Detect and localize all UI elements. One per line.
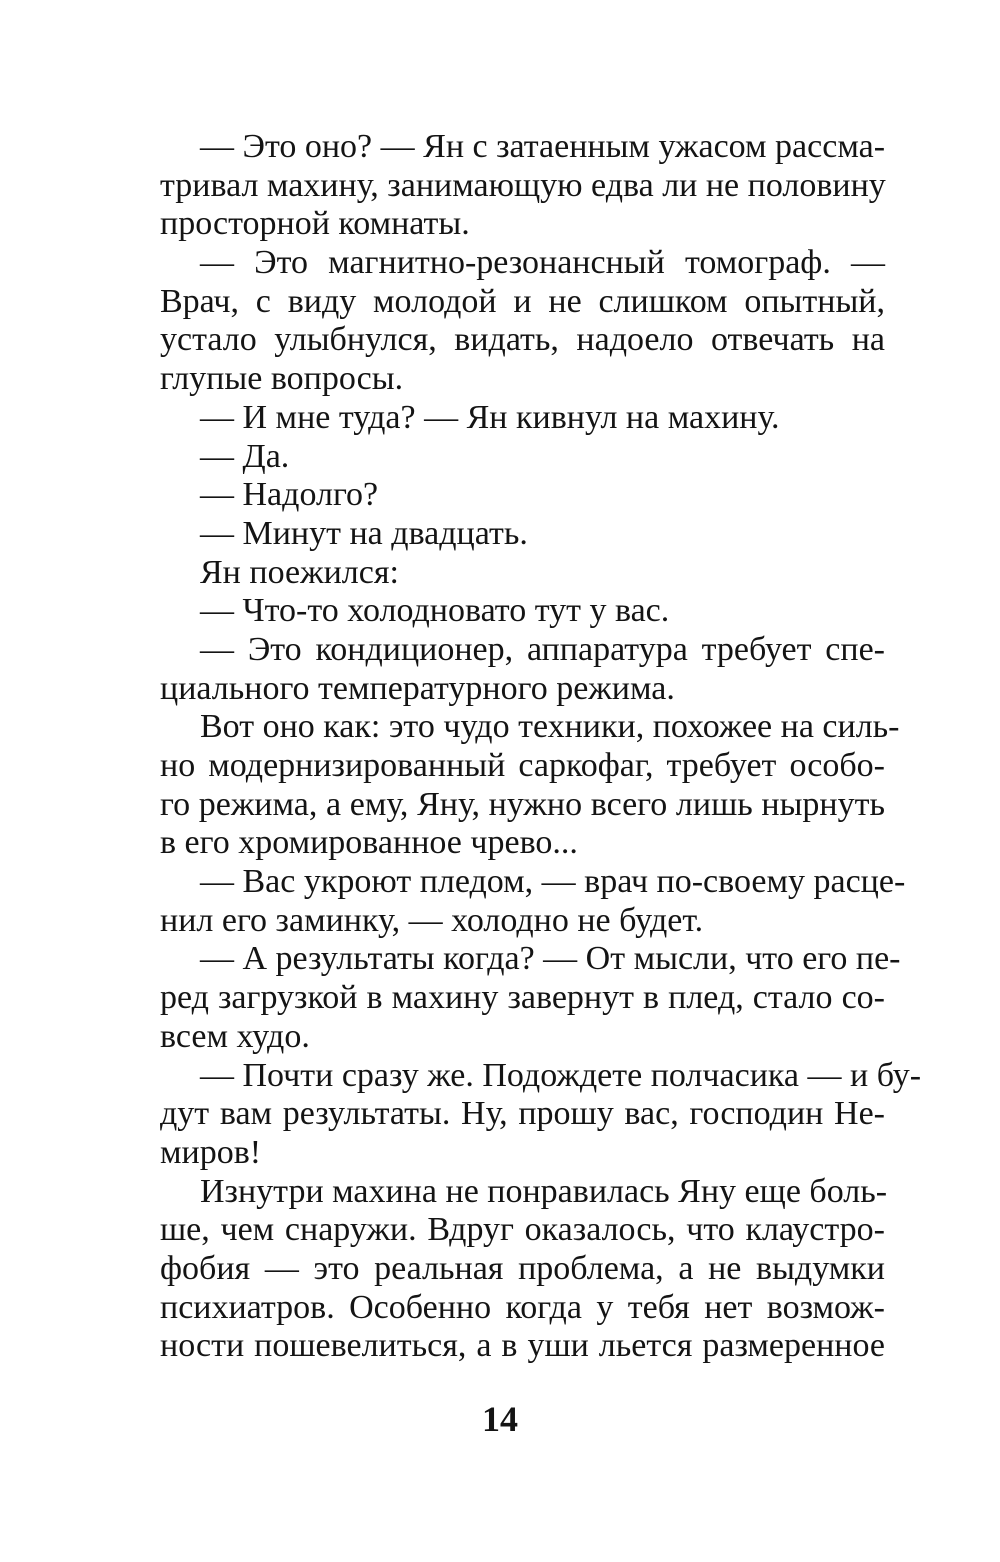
text-line: фобия — это реальная проблема, а не выдумки [160,1249,885,1287]
text-line: — А результаты когда? — От мысли, что его пе- [200,940,901,978]
text-line: — Что-то холодновато тут у вас. [200,592,670,630]
text-line: Вот оно как: это чудо техники, похожее на силь- [200,708,900,746]
body-text [160,128,922,1366]
text-line: ности пошевелиться, а в уши льется размеренное [160,1327,885,1365]
text-line: — Это кондиционер, аппаратура требует спе- [200,630,885,668]
text-line: нил его заминку, — холодно не будет. [160,901,704,939]
text-line: — Это магнитно-резонансный томограф. — [200,244,885,282]
text-line: миров! [160,1133,262,1171]
text-line: ред загрузкой в махину завернут в плед, стало со- [160,979,885,1017]
text-line: Ян поежился: [200,553,399,591]
page-number: 14 [482,1399,518,1439]
text-line: — И мне туда? — Ян кивнул на махину. [200,398,780,436]
text-line: Изнутри махина не понравилась Яну еще боль- [200,1172,888,1210]
text-line: тривал махину, занимающую едва ли не половину [160,166,886,204]
text-line: — Минут на двадцать. [200,514,528,552]
text-line: но модернизированный саркофаг, требует особо- [160,747,885,784]
text-line: в его хромированное чрево... [160,824,578,862]
text-line: дут вам результаты. Ну, прошу вас, господин Не- [160,1095,885,1133]
text-line: ше, чем снаружи. Вдруг оказалось, что клаустро- [160,1211,885,1249]
text-line: всем худо. [160,1017,310,1055]
text-line: — Это оно? — Ян с затаенным ужасом рассма- [200,128,886,165]
text-line: — Да. [200,437,290,475]
text-line: Врач, с виду молодой и не слишком опытный, [160,282,885,320]
text-line: устало улыбнулся, видать, надоело отвечать на [160,321,885,359]
text-line: психиатров. Особенно когда у тебя нет возмож- [160,1288,885,1326]
text-line: просторной комнаты. [160,205,470,243]
text-line: циального температурного режима. [160,669,675,707]
text-line: — Надолго? [200,476,379,514]
text-line: го режима, а ему, Яну, нужно всего лишь нырнуть [160,785,885,823]
text-line: глупые вопросы. [160,360,404,398]
text-line: — Почти сразу же. Подождете полчасика — и бу- [200,1056,922,1094]
text-line: — Вас укроют пледом, — врач по-своему расце- [200,863,906,901]
